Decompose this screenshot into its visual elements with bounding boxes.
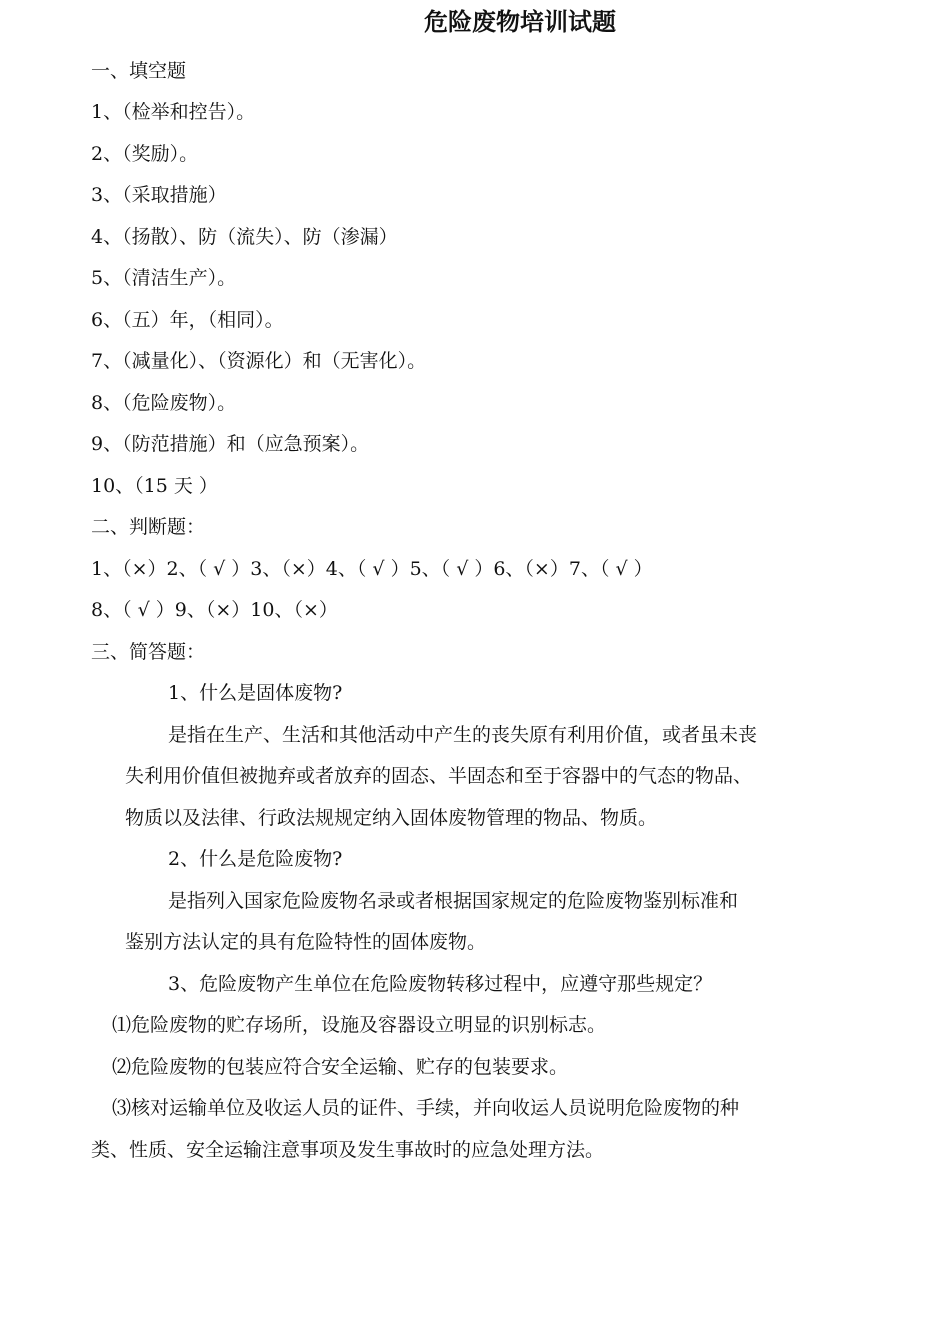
answer-paragraph-line: 鉴别方法认定的具有危险特性的固体废物。 bbox=[125, 931, 487, 953]
answer-line: 1、（检举和控告）。 bbox=[91, 101, 256, 123]
answer-line: 9、（防范措施）和（应急预案）。 bbox=[91, 433, 370, 455]
answer-line: 6、（五）年，（相同）。 bbox=[91, 309, 284, 331]
answer-item: ⑴危险废物的贮存场所，设施及容器设立明显的识别标志。 bbox=[112, 1014, 607, 1036]
answer-paragraph-line: 是指列入国家危险废物名录或者根据国家规定的危险废物鉴别标准和 bbox=[168, 890, 739, 912]
answer-line: 3、（采取措施） bbox=[91, 184, 227, 206]
question-3: 3、危险废物产生单位在危险废物转移过程中，应遵守那些规定？ bbox=[168, 973, 713, 995]
answer-item: ⑶核对运输单位及收运人员的证件、手续，并向收运人员说明危险废物的种 bbox=[112, 1097, 740, 1119]
answer-line: 7、（减量化）、（资源化）和（无害化）。 bbox=[91, 350, 427, 372]
answer-line: 5、（清洁生产）。 bbox=[91, 267, 237, 289]
true-false-row: 8、（ √ ）9、（×）10、（×） bbox=[91, 599, 338, 621]
answer-line: 2、（奖励）。 bbox=[91, 143, 199, 165]
answer-line: 8、（危险废物）。 bbox=[91, 392, 237, 414]
document-title: 危险废物培训试题 bbox=[424, 8, 616, 36]
answer-line: 4、（扬散）、防（流失）、防（渗漏） bbox=[91, 226, 398, 248]
answer-item: ⑵危险废物的包装应符合安全运输、贮存的包装要求。 bbox=[112, 1056, 569, 1078]
section-heading-true-false: 二、判断题： bbox=[91, 516, 206, 538]
section-heading-short-answer: 三、简答题： bbox=[91, 641, 206, 663]
answer-item-continuation: 类、性质、安全运输注意事项及发生事故时的应急处理方法。 bbox=[91, 1139, 605, 1161]
question-2: 2、什么是危险废物? bbox=[168, 848, 343, 870]
answer-paragraph-line: 失利用价值但被抛弃或者放弃的固态、半固态和至于容器中的气态的物品、 bbox=[125, 765, 753, 787]
answer-paragraph-line: 物质以及法律、行政法规规定纳入固体废物管理的物品、物质。 bbox=[125, 807, 658, 829]
section-heading-fill-blank: 一、填空题 bbox=[91, 60, 187, 82]
true-false-row: 1、（×）2、（ √ ）3、（×）4、（ √ ）5、（ √ ）6、（×）7、（ √ ） bbox=[91, 558, 653, 580]
question-1: 1、什么是固体废物? bbox=[168, 682, 343, 704]
answer-line: 10、（15 天 ） bbox=[91, 475, 218, 497]
answer-paragraph-line: 是指在生产、生活和其他活动中产生的丧失原有利用价值，或者虽未丧 bbox=[168, 724, 758, 746]
